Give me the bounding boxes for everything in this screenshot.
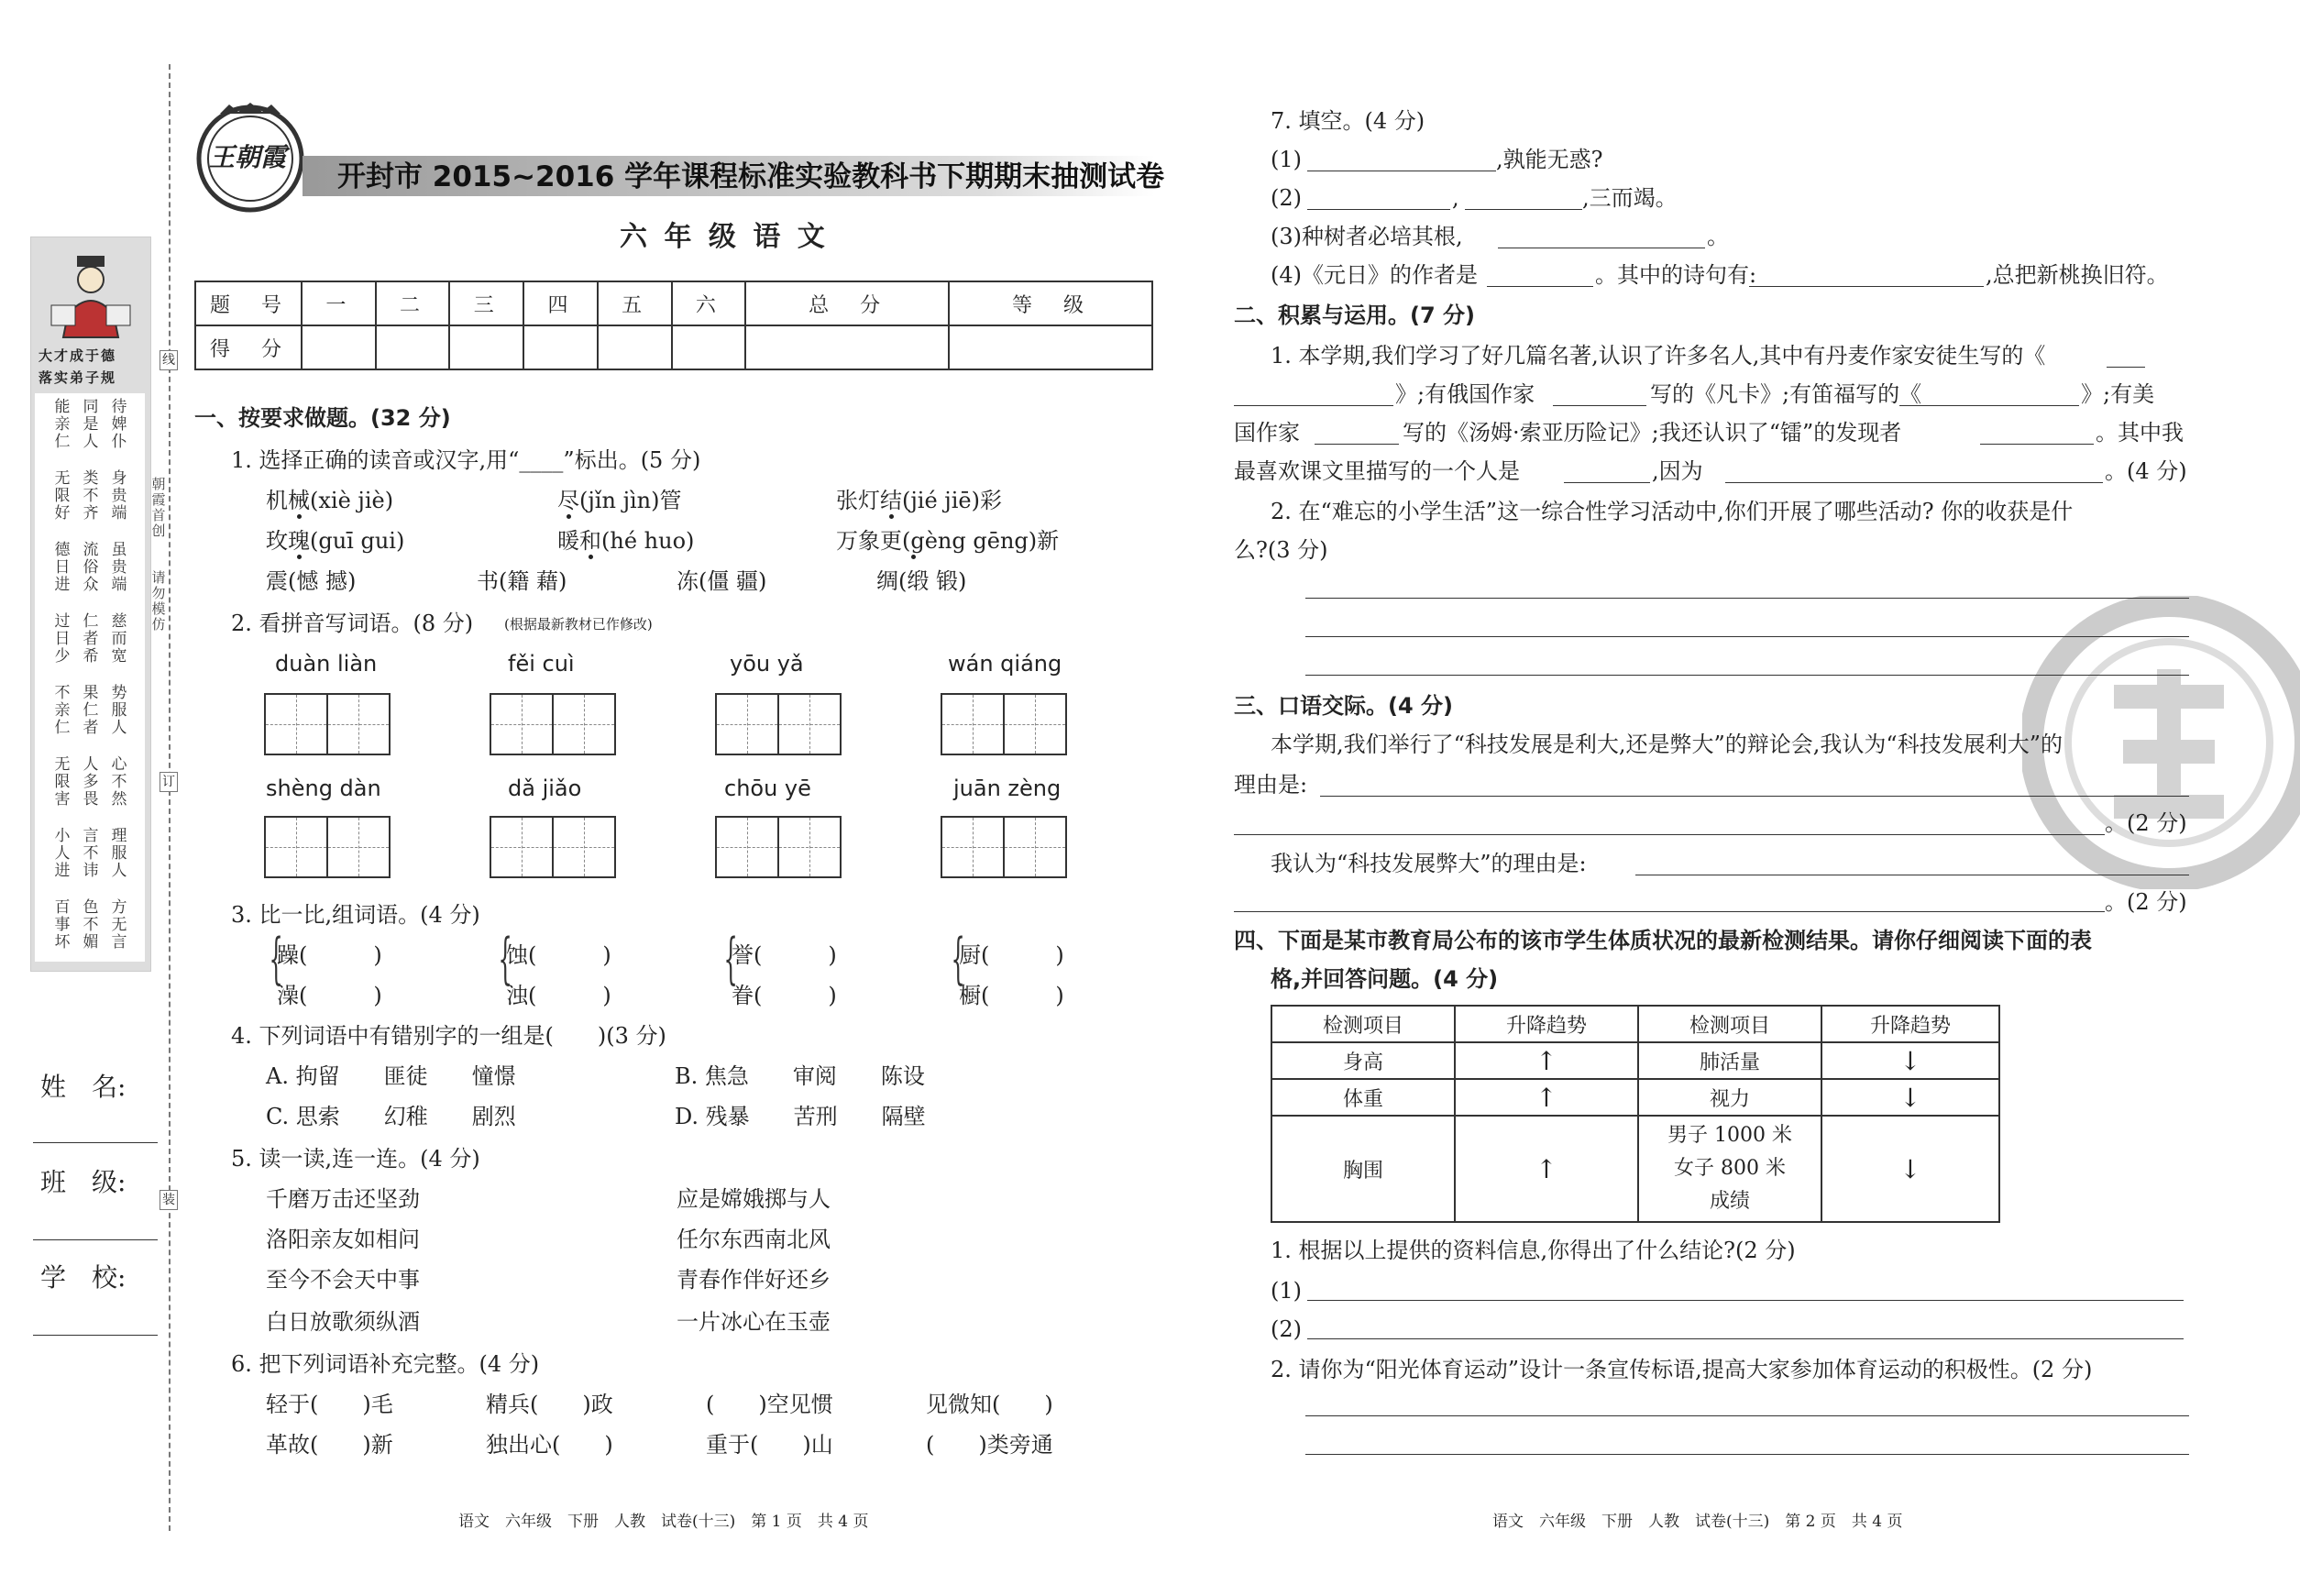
s3-line: 理由是: [1234, 772, 1308, 798]
down-arrow-icon: ↓ [1821, 1116, 1999, 1222]
brace-icon: { [498, 927, 512, 991]
q7-4-mid: 。其中的诗句有: [1595, 262, 1757, 288]
s3-line: 我认为“科技发展弊大”的理由是: [1271, 851, 1587, 876]
score-col: 等 级 [949, 281, 1152, 325]
brand-logo [193, 101, 308, 216]
school-field[interactable] [33, 1335, 158, 1336]
emphasis-dot [911, 555, 916, 559]
binding-mark: 装 [160, 1190, 178, 1210]
s2-q1-text: 写的《汤姆·索亚历险记》;我还认识了“镭”的发现者 [1403, 420, 1902, 446]
s2-q1-text: 。(4 分) [2105, 458, 2187, 484]
name-field[interactable] [33, 1142, 158, 1143]
table-cell: 身高 [1271, 1042, 1455, 1079]
q1-item: 书(籍 藉) [477, 568, 567, 594]
score-cell[interactable] [745, 325, 949, 369]
q5-right-item[interactable]: 任尔东西南北风 [677, 1227, 831, 1252]
blank-line[interactable] [1564, 482, 1650, 483]
score-col: 六 [672, 281, 746, 325]
q1-item: 震(憾 撼) [266, 568, 357, 594]
q3-item[interactable]: 眷( ) [732, 983, 837, 1008]
blank-line[interactable] [2107, 367, 2145, 368]
motto-col: 身贵端 [111, 469, 127, 523]
motto-col: 无限害 [54, 755, 71, 809]
blank-line[interactable] [1980, 444, 2094, 445]
score-cell[interactable] [672, 325, 746, 369]
blank-line[interactable] [1307, 209, 1450, 210]
s2-q1-line: 1. 本学期,我们学习了好几篇名著,认识了许多名人,其中有丹麦作家安徒生写的《 [1271, 343, 2046, 369]
pinyin-label: juān zèng [953, 776, 1062, 801]
q7-3-end: 。 [1707, 224, 1729, 249]
blank-line[interactable] [1487, 286, 1593, 287]
pinyin-label: wán qiáng [948, 651, 1062, 677]
motto-col: 不亲仁 [54, 684, 71, 737]
q1-item: 玫瑰(guī gui) [266, 528, 405, 554]
q7-4-text: (4)《元日》的作者是 [1271, 262, 1478, 288]
brace-icon: { [723, 927, 738, 991]
q2-prompt: 2. 看拼音写词语。(8 分) [231, 611, 474, 636]
q7-2-text: ,三而竭。 [1582, 185, 1678, 211]
motto-top: 大才成于德 [39, 347, 117, 364]
class-label: 班 级: [40, 1167, 127, 1197]
blank-line[interactable] [1553, 405, 1646, 406]
motto-col: 能亲仁 [54, 398, 71, 451]
q5-left-item[interactable]: 白日放歌须纵酒 [266, 1309, 420, 1335]
score-cell[interactable] [949, 325, 1152, 369]
motto-col: 理服人 [111, 827, 127, 880]
emphasis-dot [889, 514, 894, 519]
table-header: 升降趋势 [1455, 1006, 1638, 1042]
q7-prompt: 7. 填空。(4 分) [1271, 108, 1425, 134]
q3-item[interactable]: 厨( ) [959, 942, 1064, 968]
q6-item[interactable]: ( )类旁通 [926, 1432, 1053, 1458]
table-cell: 视力 [1638, 1079, 1821, 1116]
s2-q1-text: 最喜欢课文里描写的一个人是 [1234, 458, 1520, 484]
q1-item: 张灯结(jié jiē)彩 [836, 488, 1002, 513]
q3-prompt: 3. 比一比,组词语。(4 分) [231, 902, 480, 928]
page-footer-right: 语文 六年级 下册 人教 试卷(十三) 第 2 页 共 4 页 [1492, 1513, 1903, 1531]
pinyin-label: dǎ jiǎo [508, 776, 582, 801]
up-arrow-icon: ↑ [1455, 1079, 1638, 1116]
score-col: 题 号 [195, 281, 302, 325]
motto-col: 心不然 [111, 755, 127, 809]
copyright-note: 朝霞首创 [151, 476, 166, 539]
section-4-title-cont: 格,并回答问题。(4 分) [1271, 966, 1499, 992]
motto-col: 人多畏 [83, 755, 99, 809]
motto-col: 百事坏 [54, 898, 71, 952]
s4-q1-label: (2) [1271, 1316, 1302, 1342]
q7-1-label: (1) [1271, 147, 1302, 172]
class-field[interactable] [33, 1239, 158, 1240]
motto-panel [30, 237, 151, 972]
s2-q1-text: 》;有美 [2081, 381, 2155, 407]
q4-option[interactable]: A. 拘留 匪徒 憧憬 [266, 1063, 516, 1089]
s4-q1-label: (1) [1271, 1278, 1302, 1304]
motto-col: 色不媚 [83, 898, 99, 952]
pinyin-label: duàn liàn [275, 651, 378, 677]
table-cell-line: 男子 1000 米 [1667, 1124, 1792, 1147]
table-header: 升降趋势 [1821, 1006, 1999, 1042]
answer-line[interactable] [1307, 1338, 2184, 1339]
q7-3-text: (3)种树者必培其根, [1271, 224, 1463, 249]
motto-bottom: 落实弟子规 [39, 369, 117, 386]
table-header: 检测项目 [1271, 1006, 1455, 1042]
q4-option[interactable]: B. 焦急 审阅 陈设 [675, 1063, 925, 1089]
score-row-label: 得 分 [195, 325, 302, 369]
score-cell[interactable] [449, 325, 523, 369]
q1-item: 机械(xiè jiè) [266, 488, 394, 513]
score-input-row [195, 325, 1152, 369]
score-col: 一 [302, 281, 376, 325]
s3-points: 。(2 分) [2105, 889, 2187, 915]
answer-line[interactable] [1234, 834, 2105, 835]
q1-item: 尽(jǐn jìn)管 [557, 488, 682, 513]
down-arrow-icon: ↓ [1821, 1079, 1999, 1116]
score-col: 三 [449, 281, 523, 325]
char-grid[interactable] [490, 693, 614, 755]
answer-line[interactable] [1305, 1454, 2189, 1455]
exam-subject: 六 年 级 语 文 [620, 221, 829, 253]
brace-icon: { [951, 927, 965, 991]
s2-q1-text: 。其中我 [2096, 420, 2184, 446]
up-arrow-icon: ↑ [1455, 1116, 1638, 1222]
motto-col: 同是人 [83, 398, 99, 451]
q1-item: 绸(缎 锻) [876, 568, 967, 594]
emphasis-dot [297, 555, 302, 559]
q6-item[interactable]: ( )空见惯 [706, 1392, 833, 1417]
q3-item[interactable]: 躁( ) [277, 942, 382, 968]
q5-prompt: 5. 读一读,连一连。(4 分) [231, 1146, 480, 1172]
score-col: 五 [598, 281, 672, 325]
motto-col: 待婢仆 [111, 398, 127, 451]
up-arrow-icon: ↑ [1455, 1042, 1638, 1079]
answer-line[interactable] [1305, 1415, 2189, 1416]
q1-prompt: 1. 选择正确的读音或汉字,用“____”标出。(5 分) [231, 447, 701, 473]
name-label: 姓 名: [40, 1072, 127, 1102]
table-cell-line: 女子 800 米 [1674, 1157, 1786, 1180]
q4-option[interactable]: D. 残暴 苦刑 隔壁 [675, 1104, 926, 1129]
q6-item[interactable]: 革故( )新 [266, 1432, 393, 1458]
motto-col: 小人进 [54, 827, 71, 880]
score-cell[interactable] [302, 325, 376, 369]
motto-col: 德日进 [54, 541, 71, 594]
q7-2-label: (2) [1271, 185, 1302, 211]
scholar-icon [50, 250, 132, 342]
char-grid[interactable] [941, 816, 1065, 878]
fitness-table [1271, 1005, 2000, 1223]
table-cell: 胸围 [1271, 1116, 1455, 1222]
exam-title: 开封市 2015~2016 学年课程标准实验教科书下期期末抽测试卷 [337, 160, 1165, 193]
motto-col: 方无言 [111, 898, 127, 952]
school-label: 学 校: [40, 1262, 127, 1293]
s4-q2-prompt: 2. 请你为“阳光体育运动”设计一条宣传标语,提高大家参加体育运动的积极性。(2 分) [1271, 1357, 2093, 1382]
q6-item[interactable]: 独出心( ) [486, 1432, 613, 1458]
char-grid[interactable] [715, 816, 840, 878]
motto-col: 果仁者 [83, 684, 99, 737]
q6-item[interactable]: 轻于( )毛 [266, 1392, 393, 1417]
brace-icon: { [269, 927, 283, 991]
pinyin-label: fěi cuì [508, 651, 575, 677]
s4-q1-prompt: 1. 根据以上提供的资料信息,你得出了什么结论?(2 分) [1271, 1238, 1796, 1263]
q7-2-comma: , [1452, 185, 1459, 211]
table-cell: 肺活量 [1638, 1042, 1821, 1079]
binding-mark: 线 [160, 350, 178, 370]
q7-1-text: ,孰能无惑? [1496, 147, 1603, 172]
s2-q1-text: ,因为 [1652, 458, 1703, 484]
score-col: 总 分 [745, 281, 949, 325]
q5-right-item[interactable]: 一片冰心在玉壶 [677, 1309, 831, 1335]
pinyin-label: shèng dàn [266, 776, 381, 801]
section-1-title: 一、按要求做题。(32 分) [194, 405, 451, 431]
motto-col: 言不讳 [83, 827, 99, 880]
q6-item[interactable]: 重于( )山 [706, 1432, 833, 1458]
score-cell[interactable] [598, 325, 672, 369]
q3-item[interactable]: 浊( ) [506, 983, 611, 1008]
score-cell[interactable] [376, 325, 450, 369]
section-2-title: 二、积累与运用。(7 分) [1234, 303, 1475, 328]
q1-item: 冻(僵 疆) [677, 568, 767, 594]
brand-name: 王朝霞 [209, 142, 287, 172]
section-4-title: 四、下面是某市教育局公布的该市学生体质状况的最新检测结果。请你仔细阅读下面的表 [1234, 928, 2092, 953]
q4-option[interactable]: C. 思索 幻稚 剧烈 [266, 1104, 516, 1129]
motto-col: 类不齐 [83, 469, 99, 523]
table-cell-multiline [1638, 1116, 1821, 1222]
motto-col: 无限好 [54, 469, 71, 523]
motto-col: 仁者希 [83, 612, 99, 666]
table-cell-line: 成绩 [1709, 1190, 1750, 1213]
answer-line[interactable] [1234, 911, 2105, 912]
blank-line[interactable] [1725, 482, 2103, 483]
motto-col: 过日少 [54, 612, 71, 666]
char-grid[interactable] [264, 693, 389, 755]
s2-q2-line: 么?(3 分) [1234, 537, 1328, 563]
motto-col: 势服人 [111, 684, 127, 737]
answer-line[interactable] [1307, 1300, 2184, 1301]
q5-right-item[interactable]: 青春作伴好还乡 [677, 1267, 831, 1293]
q5-left-item[interactable]: 洛阳亲友如相问 [266, 1227, 420, 1252]
score-header-row [195, 281, 1152, 325]
char-grid[interactable] [941, 693, 1065, 755]
s2-q1-text: 国作家 [1234, 420, 1300, 446]
answer-line[interactable] [1320, 796, 2189, 797]
s3-points: 。(2 分) [2105, 810, 2187, 836]
q2-note: (根据最新教材已作修改) [504, 616, 653, 633]
blank-line[interactable] [1899, 405, 2079, 406]
motto-col: 慈而宽 [111, 612, 127, 666]
s3-line: 本学期,我们举行了“科技发展是利大,还是弊大”的辩论会,我认为“科技发展利大”的 [1271, 732, 2063, 757]
emphasis-dot [589, 555, 593, 559]
emphasis-dot [297, 514, 302, 519]
q4-prompt: 4. 下列词语中有错别字的一组是( )(3 分) [231, 1023, 666, 1049]
char-grid[interactable] [715, 693, 840, 755]
motto-col: 流俗众 [83, 541, 99, 594]
blank-line[interactable] [1234, 405, 1393, 406]
blank-line[interactable] [1749, 286, 1984, 287]
q6-item[interactable]: 精兵( )政 [486, 1392, 613, 1417]
binding-mark: 订 [160, 772, 178, 792]
score-table [194, 281, 1153, 370]
s2-q2-line: 2. 在“难忘的小学生活”这一综合性学习活动中,你们开展了哪些活动? 你的收获是什 [1271, 499, 2074, 524]
q3-item[interactable]: 誉( ) [732, 942, 837, 968]
pinyin-label: yōu yǎ [730, 651, 804, 677]
score-col: 二 [376, 281, 450, 325]
pinyin-label: chōu yē [724, 776, 811, 801]
table-cell: 体重 [1271, 1079, 1455, 1116]
answer-line[interactable] [1305, 598, 2189, 599]
char-grid[interactable] [264, 816, 389, 878]
score-cell[interactable] [523, 325, 598, 369]
s2-q1-text: 》;有俄国作家 [1395, 381, 1535, 407]
q1-item: 万象更(gèng gēng)新 [836, 528, 1060, 554]
q5-right-item[interactable]: 应是嫦娥掷与人 [677, 1186, 831, 1212]
char-grid[interactable] [490, 816, 614, 878]
motto-col: 虽贵端 [111, 541, 127, 594]
down-arrow-icon: ↓ [1821, 1042, 1999, 1079]
q6-prompt: 6. 把下列词语补充完整。(4 分) [231, 1351, 540, 1377]
q5-left-item[interactable]: 千磨万击还坚劲 [266, 1186, 420, 1212]
q7-4-end: ,总把新桃换旧符。 [1986, 262, 2169, 288]
section-3-title: 三、口语交际。(4 分) [1234, 693, 1453, 719]
table-header: 检测项目 [1638, 1006, 1821, 1042]
q1-item: 暖和(hé huo) [557, 528, 695, 554]
q3-item[interactable]: 澡( ) [277, 983, 382, 1008]
answer-line[interactable] [1305, 636, 2189, 637]
blank-line[interactable] [1465, 209, 1582, 210]
emphasis-dot [567, 514, 571, 519]
page-footer-left: 语文 六年级 下册 人教 试卷(十三) 第 1 页 共 4 页 [458, 1513, 869, 1531]
s2-q1-text: 写的《凡卡》;有笛福写的《 [1650, 381, 1922, 407]
q3-item[interactable]: 蚀( ) [506, 942, 611, 968]
q5-left-item[interactable]: 至今不会天中事 [266, 1267, 420, 1293]
answer-line[interactable] [1305, 675, 2189, 676]
blank-line[interactable] [1315, 444, 1399, 445]
copyright-note: 请勿模仿 [151, 569, 166, 633]
score-col: 四 [523, 281, 598, 325]
watermark-seal-icon [2022, 596, 2300, 889]
binding-dashed-line [169, 64, 171, 1531]
q6-item[interactable]: 见微知( ) [926, 1392, 1053, 1417]
q3-item[interactable]: 橱( ) [959, 983, 1064, 1008]
